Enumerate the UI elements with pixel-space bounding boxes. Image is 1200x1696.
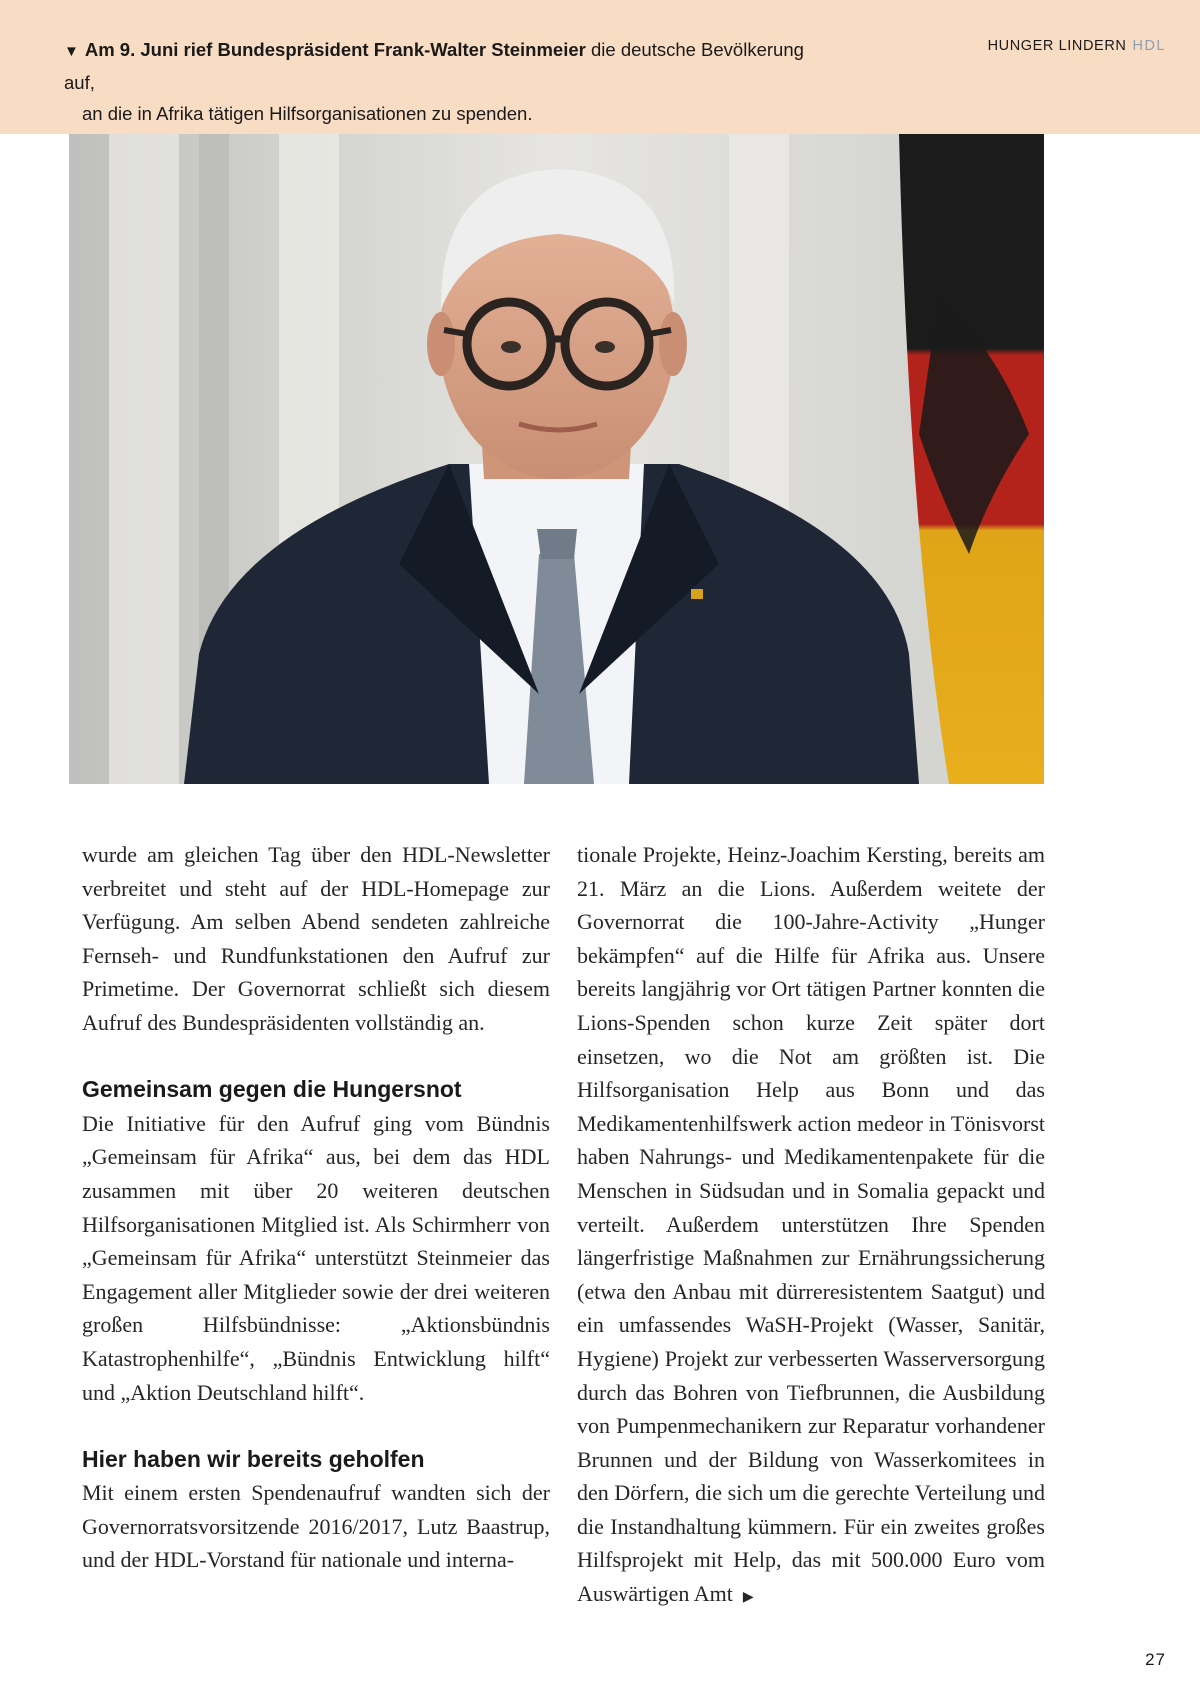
heading-geholfen: Hier haben wir bereits geholfen bbox=[82, 1445, 425, 1472]
portrait-illustration bbox=[69, 134, 1044, 784]
left-column bbox=[82, 838, 550, 1577]
photo-caption bbox=[64, 34, 824, 129]
paragraph-gemeinsam: Die Initiative für den Aufruf ging vom Bündnis „Gemeinsam für Afrika“ aus, bei dem das HDL zusammen mit über 20 weiteren deutschen Hilfsorganisationen Mitglied ist. Als Schirmherr von „Gemeinsam für Afrika“ unterstützt Steinmeier das Engagement aller Mitglieder sowie der drei weiteren großen Hilfsbündnisse: „Aktionsbündnis Katastrophenhilfe“, „Bündnis Entwicklung hilft“ und „Aktion Deutschland hilft“. bbox=[82, 1110, 550, 1405]
spacer bbox=[82, 1409, 550, 1443]
running-head-title: HUNGER LINDERN bbox=[987, 38, 1127, 54]
heading-gemeinsam: Gemeinsam gegen die Hungersnot bbox=[82, 1076, 462, 1103]
left-intro-paragraph: wurde am gleichen Tag über den HDL-Newsletter verbreitet und steht auf der HDL-Homepage zur Verfügung. Am selben Abend sendeten zahlreiche Fernseh- und Rundfunkstationen den Aufruf zur Primetime. Der Governorrat schließt sich diesem Aufruf des Bundespräsidenten vollständig an. bbox=[82, 842, 550, 1035]
spacer bbox=[82, 1040, 550, 1074]
caption-rest-line1: die deutsche Bevölkerung auf, bbox=[64, 39, 804, 93]
running-head-abbr: HDL bbox=[1132, 38, 1166, 54]
right-column bbox=[577, 838, 1045, 1615]
right-column-paragraph: tionale Projekte, Heinz-Joachim Kersting, bereits am 21. März an die Lions. Außerdem weitete der Governorrat die 100-Jahre-Activity „Hunger bekämpfen“ auf die Hilfe für Afrika aus. Unsere bereits langjährig vor Ort tätigen Partner konnten die Lions-Spenden schon kurze Zeit später dort einsetzen, wo die Not am größten ist. Die Hilfsorganisation Help aus Bonn und das Medikamentenhilfswerk action medeor in Tönisvorst haben Nahrungs- und Medikamentenpakete für die Menschen in Südsudan und in Somalia gepackt und verteilt. Außerdem unterstützen Ihre Spenden längerfristige Maßnahmen zur Ernährungssicherung (etwa den Anbau mit dürreresistentem Saatgut) und ein umfassendes WaSH-Projekt (Wasser, Sanitär, Hygiene) Projekt zur verbesserten Wasserversorgung durch das Bohren von Tiefbrunnen, die Ausbildung von Pumpenmechanikern zur Reparatur vorhandener Brunnen und der Bildung von Wasserkomitees in den Dörfern, die sich um die gerechte Verteilung und die Instandhaltung kümmern. Für ein zweites großes Hilfsprojekt mit Help, das mit 500.000 Euro vom Auswärtigen Amt bbox=[577, 842, 1045, 1607]
running-head bbox=[988, 38, 1166, 54]
continue-arrow-icon: ▶ bbox=[742, 1590, 754, 1606]
portrait-photo bbox=[69, 134, 1044, 784]
paragraph-geholfen: Mit einem ersten Spendenaufruf wandten sich der Governorratsvorsitzende 2016/2017, Lutz Baastrup, und der HDL-Vorstand für nationale und interna- bbox=[82, 1480, 550, 1573]
caption-down-arrow-icon: ▼ bbox=[64, 43, 79, 60]
caption-bold-lead: Am 9. Juni rief Bundespräsident Frank-Walter Steinmeier bbox=[84, 39, 586, 60]
page-number: 27 bbox=[1145, 1650, 1166, 1669]
caption-line2: an die in Afrika tätigen Hilfsorganisationen zu spenden. bbox=[82, 103, 533, 124]
